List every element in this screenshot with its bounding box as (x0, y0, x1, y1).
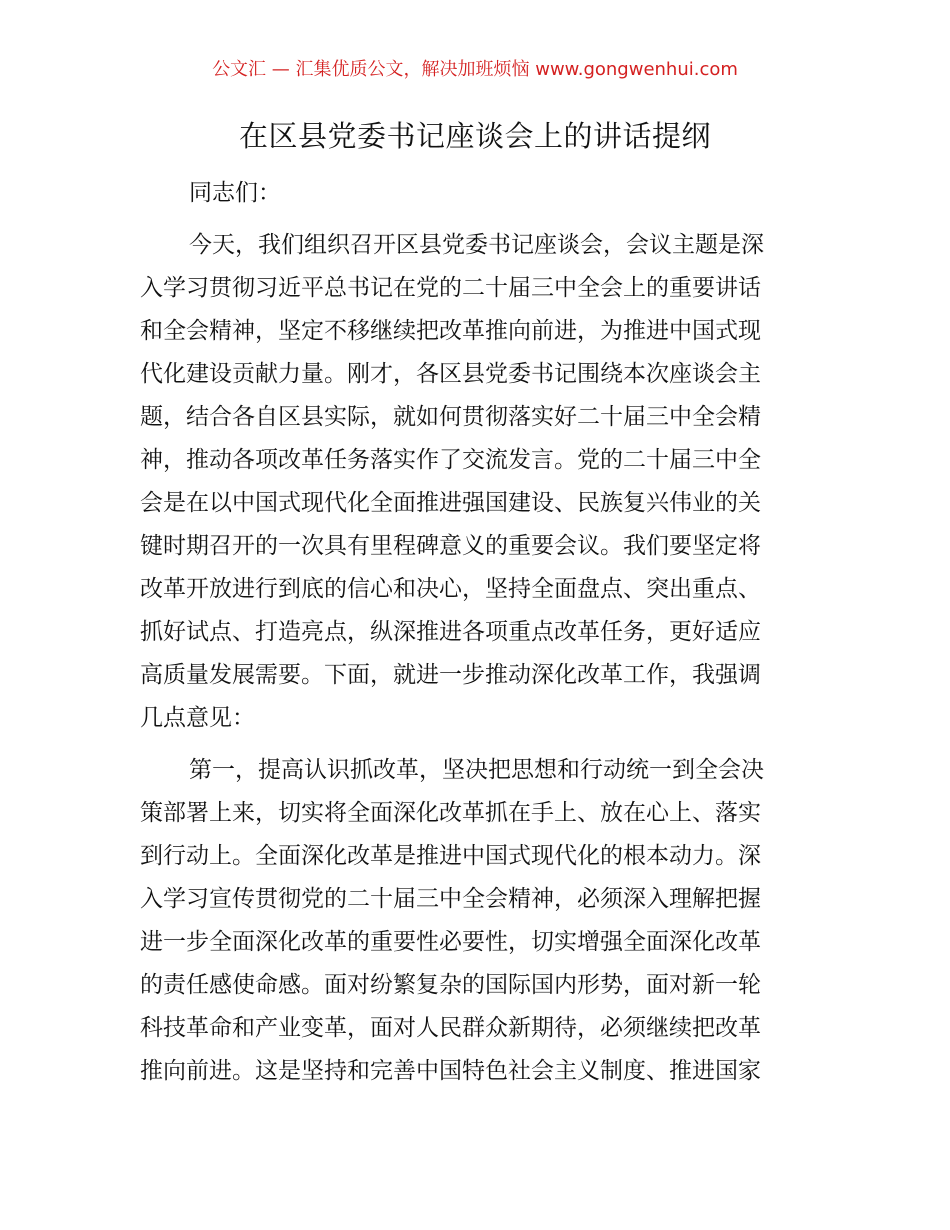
paragraph-line: 和全会精神，坚定不移继续把改革推向前进，为推进中国式现 (140, 318, 761, 344)
paragraph-line: 入学习宣传贯彻党的二十届三中全会精神，必须深入理解把握 (140, 886, 761, 912)
paragraph-line: 神，推动各项改革任务落实作了交流发言。党的二十届三中全 (140, 447, 761, 473)
paragraph-line: 改革开放进行到底的信心和决心，坚持全面盘点、突出重点、 (140, 576, 761, 602)
page-title: 在区县党委书记座谈会上的讲话提纲 (238, 119, 711, 153)
paragraph-line: 科技革命和产业变革，面对人民群众新期待，必须继续把改革 (140, 1015, 761, 1041)
paragraph-line: 进一步全面深化改革的重要性必要性，切实增强全面深化改革 (140, 929, 761, 955)
document-body (140, 172, 810, 1093)
paragraph-line: 第一，提高认识抓改革，坚决把思想和行动统一到全会决 (189, 757, 764, 783)
paragraph-line: 今天，我们组织召开区县党委书记座谈会，会议主题是深 (189, 232, 764, 258)
paragraph-line: 推向前进。这是坚持和完善中国特色社会主义制度、推进国家 (140, 1058, 761, 1084)
header-banner: 公文汇 — 汇集优质公文，解决加班烦恼 www.gongwenhui.com (212, 59, 738, 80)
paragraph-line: 高质量发展需要。下面，就进一步推动深化改革工作，我强调 (140, 662, 761, 688)
paragraph-line: 抓好试点、打造亮点，纵深推进各项重点改革任务，更好适应 (140, 619, 761, 645)
paragraph-line: 入学习贯彻习近平总书记在党的二十届三中全会上的重要讲话 (140, 275, 761, 301)
paragraph-line: 代化建设贡献力量。刚才，各区县党委书记围绕本次座谈会主 (140, 361, 761, 387)
paragraph-1 (140, 224, 810, 740)
paragraph-line: 策部署上来，切实将全面深化改革抓在手上、放在心上、落实 (140, 800, 761, 826)
paragraph-line: 题，结合各自区县实际，就如何贯彻落实好二十届三中全会精 (140, 404, 761, 430)
paragraph-2 (140, 749, 810, 1093)
paragraph-line: 几点意见： (140, 705, 255, 731)
paragraph-line: 键时期召开的一次具有里程碑意义的重要会议。我们要坚定将 (140, 533, 761, 559)
paragraph-line: 会是在以中国式现代化全面推进强国建设、民族复兴伟业的关 (140, 490, 761, 516)
paragraph-line: 的责任感使命感。面对纷繁复杂的国际国内形势，面对新一轮 (140, 972, 761, 998)
paragraph-gap (140, 215, 810, 224)
salutation: 同志们： (189, 180, 281, 206)
paragraph-line: 到行动上。全面深化改革是推进中国式现代化的根本动力。深 (140, 843, 761, 869)
paragraph-gap (140, 740, 810, 749)
